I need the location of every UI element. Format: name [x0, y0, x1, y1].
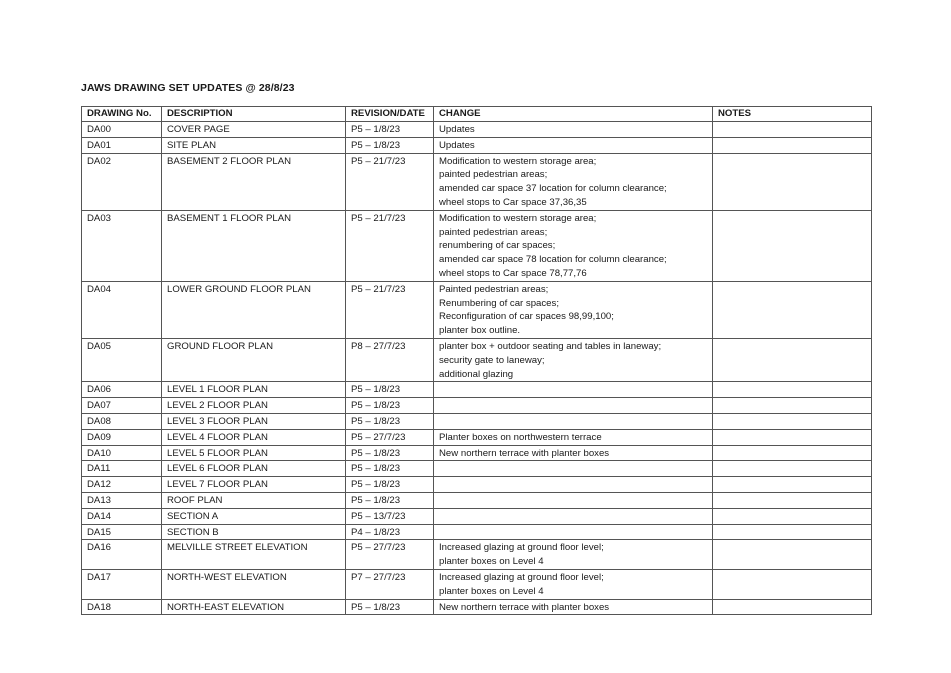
table-row — [82, 122, 872, 138]
change-line: planter boxes on Level 4 — [439, 556, 544, 568]
notes-cell — [713, 413, 872, 429]
notes-cell — [713, 122, 872, 138]
revision-date-cell: P5 – 27/7/23 — [346, 540, 434, 570]
revision-date-cell: P5 – 21/7/23 — [346, 153, 434, 210]
description-cell: LEVEL 6 FLOOR PLAN — [162, 461, 346, 477]
table-body — [82, 122, 872, 615]
drawing-no-cell: DA14 — [82, 508, 162, 524]
change-line: amended car space 37 location for column clearance; — [439, 183, 667, 195]
change-line: Modification to western storage area; — [439, 212, 597, 224]
notes-cell — [713, 492, 872, 508]
table-header-row — [82, 107, 872, 122]
drawing-no-cell: DA13 — [82, 492, 162, 508]
change-line: painted pedestrian areas; — [439, 169, 548, 181]
change-line: additional glazing — [439, 368, 514, 380]
header-change: CHANGE — [434, 107, 713, 122]
change-cell — [434, 524, 713, 540]
drawing-no-cell: DA15 — [82, 524, 162, 540]
description-cell: LEVEL 2 FLOOR PLAN — [162, 398, 346, 414]
revision-date-cell: P8 – 27/7/23 — [346, 338, 434, 381]
revision-date-cell: P4 – 1/8/23 — [346, 524, 434, 540]
change-cell — [434, 137, 713, 153]
change-line: planter boxes on Level 4 — [439, 585, 544, 597]
notes-cell — [713, 524, 872, 540]
change-cell — [434, 540, 713, 570]
notes-cell — [713, 338, 872, 381]
revision-date-cell: P5 – 1/8/23 — [346, 599, 434, 615]
revision-date-cell: P5 – 1/8/23 — [346, 398, 434, 414]
notes-cell — [713, 153, 872, 210]
change-line: Increased glazing at ground floor level; — [439, 571, 604, 583]
revision-date-cell: P5 – 1/8/23 — [346, 477, 434, 493]
table-row — [82, 429, 872, 445]
drawing-no-cell: DA02 — [82, 153, 162, 210]
change-line: wheel stops to Car space 37,36,35 — [439, 196, 587, 208]
change-line: renumbering of car spaces; — [439, 240, 556, 252]
table-row — [82, 540, 872, 570]
change-cell — [434, 338, 713, 381]
revision-date-cell: P5 – 21/7/23 — [346, 210, 434, 281]
description-cell: LEVEL 5 FLOOR PLAN — [162, 445, 346, 461]
change-line: Increased glazing at ground floor level; — [439, 542, 604, 554]
change-cell — [434, 445, 713, 461]
change-line: painted pedestrian areas; — [439, 226, 548, 238]
table-row — [82, 492, 872, 508]
notes-cell — [713, 599, 872, 615]
description-cell: ROOF PLAN — [162, 492, 346, 508]
revision-date-cell: P5 – 21/7/23 — [346, 281, 434, 338]
change-cell — [434, 569, 713, 599]
drawing-no-cell: DA04 — [82, 281, 162, 338]
notes-cell — [713, 540, 872, 570]
change-line — [439, 494, 708, 508]
drawing-no-cell: DA10 — [82, 445, 162, 461]
description-cell: SITE PLAN — [162, 137, 346, 153]
change-cell — [434, 281, 713, 338]
change-cell — [434, 398, 713, 414]
change-line: Reconfiguration of car spaces 98,99,100; — [439, 311, 614, 323]
description-cell: LEVEL 4 FLOOR PLAN — [162, 429, 346, 445]
revision-date-cell: P5 – 1/8/23 — [346, 137, 434, 153]
description-cell: LEVEL 3 FLOOR PLAN — [162, 413, 346, 429]
change-line: New northern terrace with planter boxes — [439, 447, 610, 459]
table-row — [82, 137, 872, 153]
revision-date-cell: P5 – 1/8/23 — [346, 382, 434, 398]
change-cell — [434, 210, 713, 281]
change-cell — [434, 382, 713, 398]
change-line: planter box outline. — [439, 325, 521, 337]
notes-cell — [713, 445, 872, 461]
description-cell: SECTION B — [162, 524, 346, 540]
change-cell — [434, 461, 713, 477]
revision-date-cell: P5 – 13/7/23 — [346, 508, 434, 524]
drawing-no-cell: DA00 — [82, 122, 162, 138]
revision-date-cell: P7 – 27/7/23 — [346, 569, 434, 599]
notes-cell — [713, 569, 872, 599]
change-line: Planter boxes on northwestern terrace — [439, 431, 602, 443]
description-cell: NORTH-WEST ELEVATION — [162, 569, 346, 599]
change-cell — [434, 599, 713, 615]
notes-cell — [713, 137, 872, 153]
drawing-no-cell: DA01 — [82, 137, 162, 153]
description-cell: COVER PAGE — [162, 122, 346, 138]
change-line: Updates — [439, 139, 475, 151]
change-cell — [434, 508, 713, 524]
table-row — [82, 445, 872, 461]
notes-cell — [713, 281, 872, 338]
table-row — [82, 210, 872, 281]
description-cell: BASEMENT 2 FLOOR PLAN — [162, 153, 346, 210]
change-line: planter box + outdoor seating and tables in laneway; — [439, 340, 662, 352]
change-line: wheel stops to Car space 78,77,76 — [439, 267, 587, 279]
table-row — [82, 413, 872, 429]
change-cell — [434, 413, 713, 429]
notes-cell — [713, 398, 872, 414]
notes-cell — [713, 508, 872, 524]
table-row — [82, 398, 872, 414]
table-row — [82, 599, 872, 615]
table-row — [82, 477, 872, 493]
revision-date-cell: P5 – 1/8/23 — [346, 122, 434, 138]
drawing-no-cell: DA12 — [82, 477, 162, 493]
change-cell — [434, 429, 713, 445]
revision-date-cell: P5 – 1/8/23 — [346, 461, 434, 477]
change-cell — [434, 492, 713, 508]
header-notes: NOTES — [713, 107, 872, 122]
description-cell: NORTH-EAST ELEVATION — [162, 599, 346, 615]
change-line — [439, 510, 708, 524]
change-line: Updates — [439, 124, 475, 135]
drawing-no-cell: DA16 — [82, 540, 162, 570]
notes-cell — [713, 461, 872, 477]
revision-date-cell: P5 – 1/8/23 — [346, 445, 434, 461]
header-revision-date: REVISION/DATE — [346, 107, 434, 122]
drawing-no-cell: DA18 — [82, 599, 162, 615]
description-cell: MELVILLE STREET ELEVATION — [162, 540, 346, 570]
drawing-no-cell: DA05 — [82, 338, 162, 381]
drawing-no-cell: DA06 — [82, 382, 162, 398]
change-line: Modification to western storage area; — [439, 155, 597, 167]
header-drawing-no: DRAWING No. — [82, 107, 162, 122]
notes-cell — [713, 210, 872, 281]
description-cell: LEVEL 1 FLOOR PLAN — [162, 382, 346, 398]
change-line — [439, 399, 708, 413]
description-cell: LOWER GROUND FLOOR PLAN — [162, 281, 346, 338]
document-title: JAWS DRAWING SET UPDATES @ 28/8/23 — [81, 82, 295, 94]
description-cell: GROUND FLOOR PLAN — [162, 338, 346, 381]
description-cell: BASEMENT 1 FLOOR PLAN — [162, 210, 346, 281]
change-line: Renumbering of car spaces; — [439, 297, 559, 309]
change-line — [439, 526, 708, 540]
revision-date-cell: P5 – 1/8/23 — [346, 492, 434, 508]
change-line — [439, 478, 708, 492]
table-row — [82, 508, 872, 524]
table-row — [82, 338, 872, 381]
drawing-no-cell: DA07 — [82, 398, 162, 414]
change-cell — [434, 477, 713, 493]
notes-cell — [713, 477, 872, 493]
table-row — [82, 281, 872, 338]
drawing-no-cell: DA08 — [82, 413, 162, 429]
change-cell — [434, 122, 713, 138]
notes-cell — [713, 429, 872, 445]
description-cell: LEVEL 7 FLOOR PLAN — [162, 477, 346, 493]
change-line — [439, 462, 708, 476]
change-line — [439, 415, 708, 429]
revision-date-cell: P5 – 27/7/23 — [346, 429, 434, 445]
change-cell — [434, 153, 713, 210]
description-cell: SECTION A — [162, 508, 346, 524]
change-line: Painted pedestrian areas; — [439, 283, 549, 295]
table-row — [82, 569, 872, 599]
drawing-no-cell: DA17 — [82, 569, 162, 599]
change-line: New northern terrace with planter boxes — [439, 601, 610, 613]
header-description: DESCRIPTION — [162, 107, 346, 122]
change-line — [439, 383, 708, 397]
table-row — [82, 461, 872, 477]
change-line: amended car space 78 location for column clearance; — [439, 254, 667, 266]
drawing-no-cell: DA03 — [82, 210, 162, 281]
table-row — [82, 382, 872, 398]
table-row — [82, 524, 872, 540]
notes-cell — [713, 382, 872, 398]
table-row — [82, 153, 872, 210]
change-line: security gate to laneway; — [439, 354, 545, 366]
drawing-no-cell: DA09 — [82, 429, 162, 445]
revision-date-cell: P5 – 1/8/23 — [346, 413, 434, 429]
drawing-no-cell: DA11 — [82, 461, 162, 477]
drawing-updates-table — [81, 106, 872, 615]
